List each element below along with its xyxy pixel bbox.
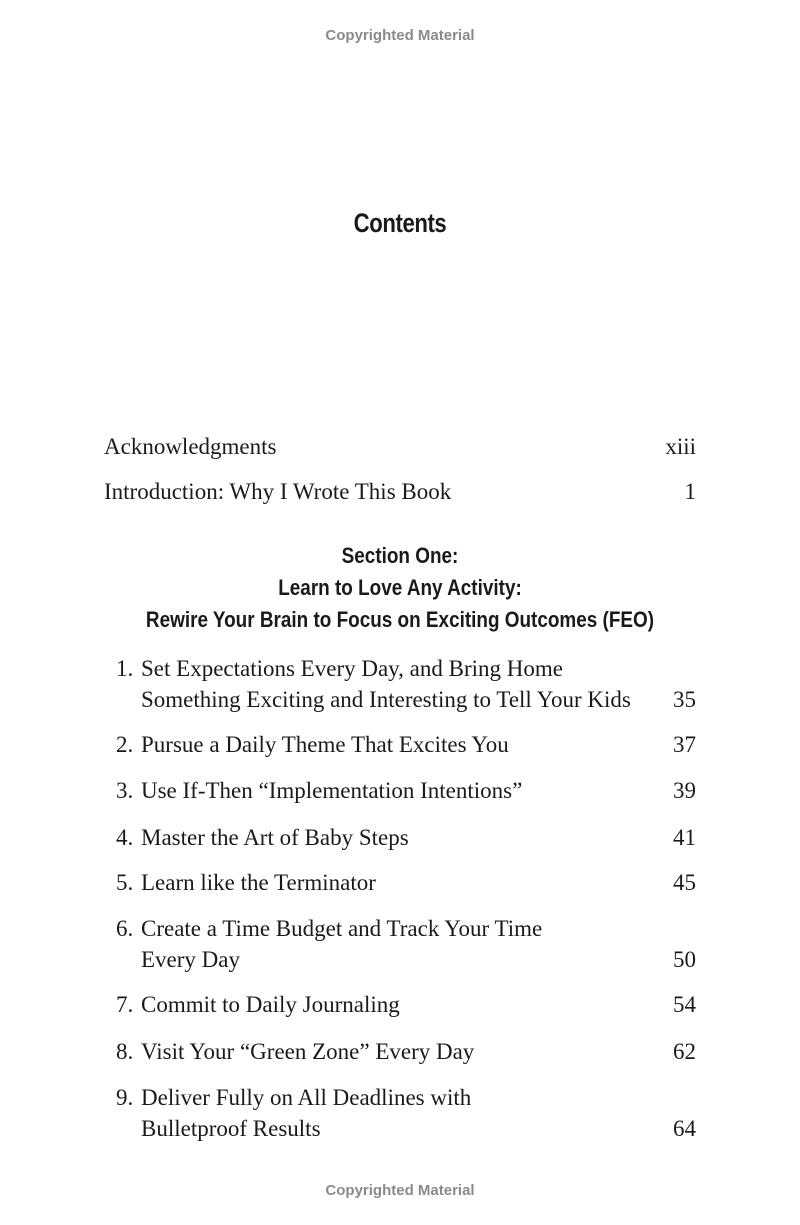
chapter-page: 50 [673,947,696,972]
chapter-page: 64 [673,1116,696,1141]
toc-entry-acknowledgments [104,431,696,462]
toc-chapter-6 [104,913,696,975]
chapter-number: 6. [116,916,134,941]
toc-entry-label: Introduction: Why I Wrote This Book [104,479,452,504]
chapter-number: 7. [116,992,134,1017]
chapter-number: 2. [116,732,134,757]
chapter-page: 41 [673,825,696,850]
chapter-title-line: Set Expectations Every Day, and Bring Home [141,656,563,681]
chapter-title-line: Something Exciting and Interesting to Tell Your Kids [141,687,631,712]
chapter-title-line: Every Day [141,947,240,972]
toc-entry-page: xiii [665,434,696,459]
chapter-number: 1. [116,656,134,681]
toc-chapter-7 [104,989,696,1020]
section-title: Learn to Love Any Activity: [278,575,522,600]
toc-chapter-8 [104,1036,696,1067]
chapter-page: 37 [673,732,696,757]
chapter-title-line: Learn like the Terminator [141,870,376,895]
chapter-page: 45 [673,870,696,895]
toc-chapter-1 [104,653,696,715]
chapter-title-line: Visit Your “Green Zone” Every Day [141,1039,475,1064]
section-number: Section One: [341,543,459,568]
chapter-page: 39 [673,778,696,803]
toc-entry-page: 1 [684,479,696,504]
toc-entry-introduction [104,476,696,507]
chapter-number: 4. [116,825,134,850]
toc-chapter-9 [104,1082,696,1144]
chapter-number: 3. [116,778,134,803]
chapter-title-line: Master the Art of Baby Steps [141,825,409,850]
chapter-page: 54 [673,992,696,1017]
chapter-page: 35 [673,687,696,712]
chapter-title-line: Pursue a Daily Theme That Excites You [141,732,509,757]
toc-chapter-4 [104,822,696,853]
chapter-title-line: Create a Time Budget and Track Your Time [141,916,543,941]
copyright-watermark-bottom: Copyrighted Material [325,1182,475,1199]
toc-chapter-3 [104,775,696,806]
chapter-title-line: Bulletproof Results [141,1116,321,1141]
chapter-title-line: Commit to Daily Journaling [141,992,400,1017]
chapter-number: 9. [116,1085,134,1110]
toc-chapter-2 [104,729,696,760]
copyright-watermark-top: Copyrighted Material [325,27,475,44]
chapter-title-line: Deliver Fully on All Deadlines with [141,1085,472,1110]
chapter-page: 62 [673,1039,696,1064]
page-title: Contents [353,208,447,238]
section-heading [0,540,800,636]
section-subtitle: Rewire Your Brain to Focus on Exciting Outcomes (FEO) [145,607,655,632]
chapter-title-line: Use If-Then “Implementation Intentions” [141,778,523,803]
chapter-number: 5. [116,870,134,895]
chapter-number: 8. [116,1039,134,1064]
toc-entry-label: Acknowledgments [104,434,277,459]
toc-chapter-5 [104,867,696,898]
